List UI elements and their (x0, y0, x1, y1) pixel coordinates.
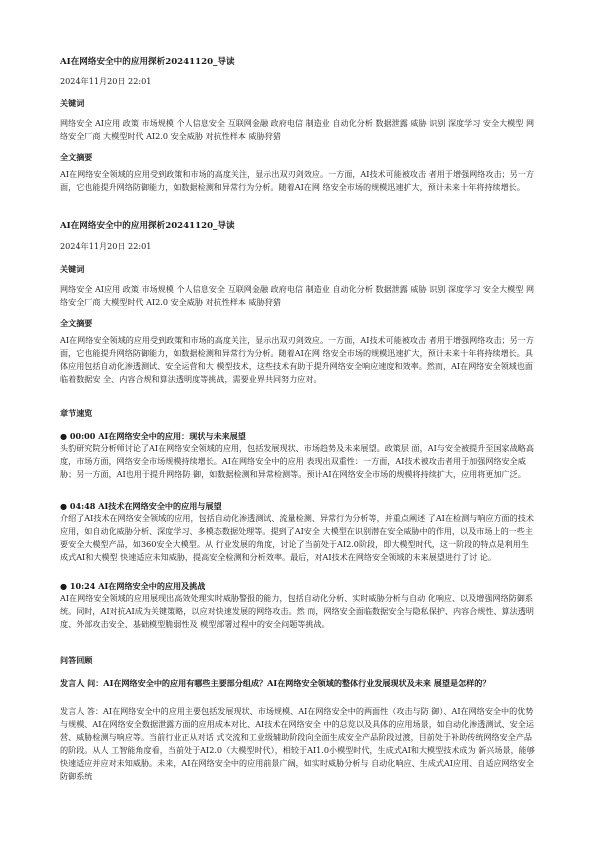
keywords-heading-2: 关键词 (60, 264, 85, 274)
doc-title-1: AI在网络安全中的应用探析20241120_导读 (60, 57, 235, 67)
summary-heading-1: 全文摘要 (60, 152, 93, 162)
doc-date-1: 2024年11月20日 22:01 (60, 76, 152, 86)
keywords-2: 网络安全 AI应用 政策 市场规模 个人信息安全 互联网金融 政府电信 制造业 自动化分析 数据泄露 威胁 识别 深度学习 安全大模型 网络安全厂商 大模型时代 AI2.0 安全威胁 对抗性样本 威胁狩猎 (60, 284, 535, 307)
chapter-title: ● 00:00 AI在网络安全中的应用：现状与未来展望 (60, 431, 246, 441)
chapter-title: ● 04:48 AI技术在网络安全中的应用与展望 (60, 501, 222, 511)
qa-question: 发言人 问：AI在网络安全中的应用有哪些主要部分组成？AI在网络安全领域的整体行业发展现状及未来 展望是怎样的？ (60, 678, 491, 688)
keywords-heading-1: 关键词 (60, 98, 85, 108)
chapters-heading: 章节速览 (60, 408, 93, 418)
summary-heading-2: 全文摘要 (60, 318, 93, 328)
summary-2: AI在网络安全领域的应用受到政策和市场的高度关注，显示出双刃剑效应。一方面，AI技术可能被攻击 者用于增强网络攻击；另一方面，它也能提升网络防御能力，如数据检测和异常行为分析。随着AI在网 络安全市场的规模迅速扩大，预计未来十年将持续增长。具体应用包括自动化渗透测试、安全运营和大 模型技术，这些技术有助于提升网络安全响应速度和效率。然而，AI在网络安全领域也面临着数据安 全、内容合规和算法透明度等挑战，需要业界共同努力应对。 (60, 335, 534, 384)
doc-date-2: 2024年11月20日 22:01 (60, 241, 152, 251)
keywords-1: 网络安全 AI应用 政策 市场规模 个人信息安全 互联网金融 政府电信 制造业 自动化分析 数据泄露 威胁 识别 深度学习 安全大模型 网络安全厂商 大模型时代 AI2.0 安全威胁 对抗性样本 威胁狩猎 (60, 118, 535, 141)
doc-title-2: AI在网络安全中的应用探析20241120_导读 (60, 221, 235, 231)
summary-1: AI在网络安全领域的应用受到政策和市场的高度关注，显示出双刃剑效应。一方面，AI技术可能被攻击 者用于增强网络攻击；另一方面，它也能提升网络防御能力，如数据检测和异常行为分析。随着AI在网 络安全市场的规模迅速扩大，预计未来十年将持续增长。 (60, 169, 534, 192)
qa-answer: 发言人 答：AI在网络安全中的应用主要包括发展现状、市场规模、AI在网络安全中的两面性（攻击与防 御）、AI在网络安全中的优势与规模、AI在网络安全数据泄露方面的应用成本对比、AI技术在网络安全 中的总览以及具体的应用场景，如自动化渗透测试、安全运营、威胁检测与响应等。当前行业正从对话 式交流和工业级辅助阶段向全面生成安全产品阶段过渡，目前处于补助传统网络安全产品的阶段。从人 工智能角度看，当前处于AI2.0（大模型时代），相较于AI1.0小模型时代，生成式AI和大模型技术成为 新兴场景，能够快速适应并应对未知威胁。未来，AI在网络安全中的应用前景广阔，如实时威胁分析与 自动化响应、生成式AI应用、自适应网络安全防御系统 (60, 706, 535, 781)
qa-heading: 问答回顾 (60, 655, 93, 665)
chapter-body: AI在网络安全领域的应用展现出高效处理实时威胁警报的能力，包括自动化分析、实时威胁分析与自动 化响应、以及增强网络防御系统。同时，AI对抗AI成为关键策略，以应对快速发展的网络攻击。然 而，网络安全面临数据安全与隐私保护、内容合规性、算法透明度、外部攻击安全、基础模型脆弱性及 模型部署过程中的安全问题等挑战。 (60, 593, 534, 629)
chapter-body: 头豹研究院分析师讨论了AI在网络安全领域的应用，包括发展现状、市场趋势及未来展望。政策层 面，AI与安全被提升至国家战略高度，市场方面，网络安全市场规模持续增长。AI在网络安全中的应用 表现出双重性：一方面，AI技术被攻击者用于加强网络安全威胁；另一方面，AI也用于提升网络防 御，如数据检测和异常检测等。预计AI在网络安全市场的规模将持续扩大，应用将更加广泛。 (60, 443, 534, 479)
chapter-body: 介绍了AI技术在网络安全领域的应用，包括自动化渗透测试、流量检测、异常行为分析等，并重点阐述 了AI在检测与响应方面的技术应用，如自动化威胁分析、深度学习、多模态数据处理等。提到了AI安全 大模型在识别潜在安全威胁中的作用，以及市场上的一些主要安全大模型产品，如360安全大模型。从 行业发展的角度，讨论了当前处于AI2.0阶段，即大模型时代，这一阶段的特点是利用生成式AI和大模型 快速适应未知威胁，提高安全检测和分析效率。最后，对AI技术在网络安全领域的未来展望进行了讨 论。 (60, 513, 534, 562)
chapter-title: ● 10:24 AI在网络安全中的应用及挑战 (60, 581, 206, 591)
